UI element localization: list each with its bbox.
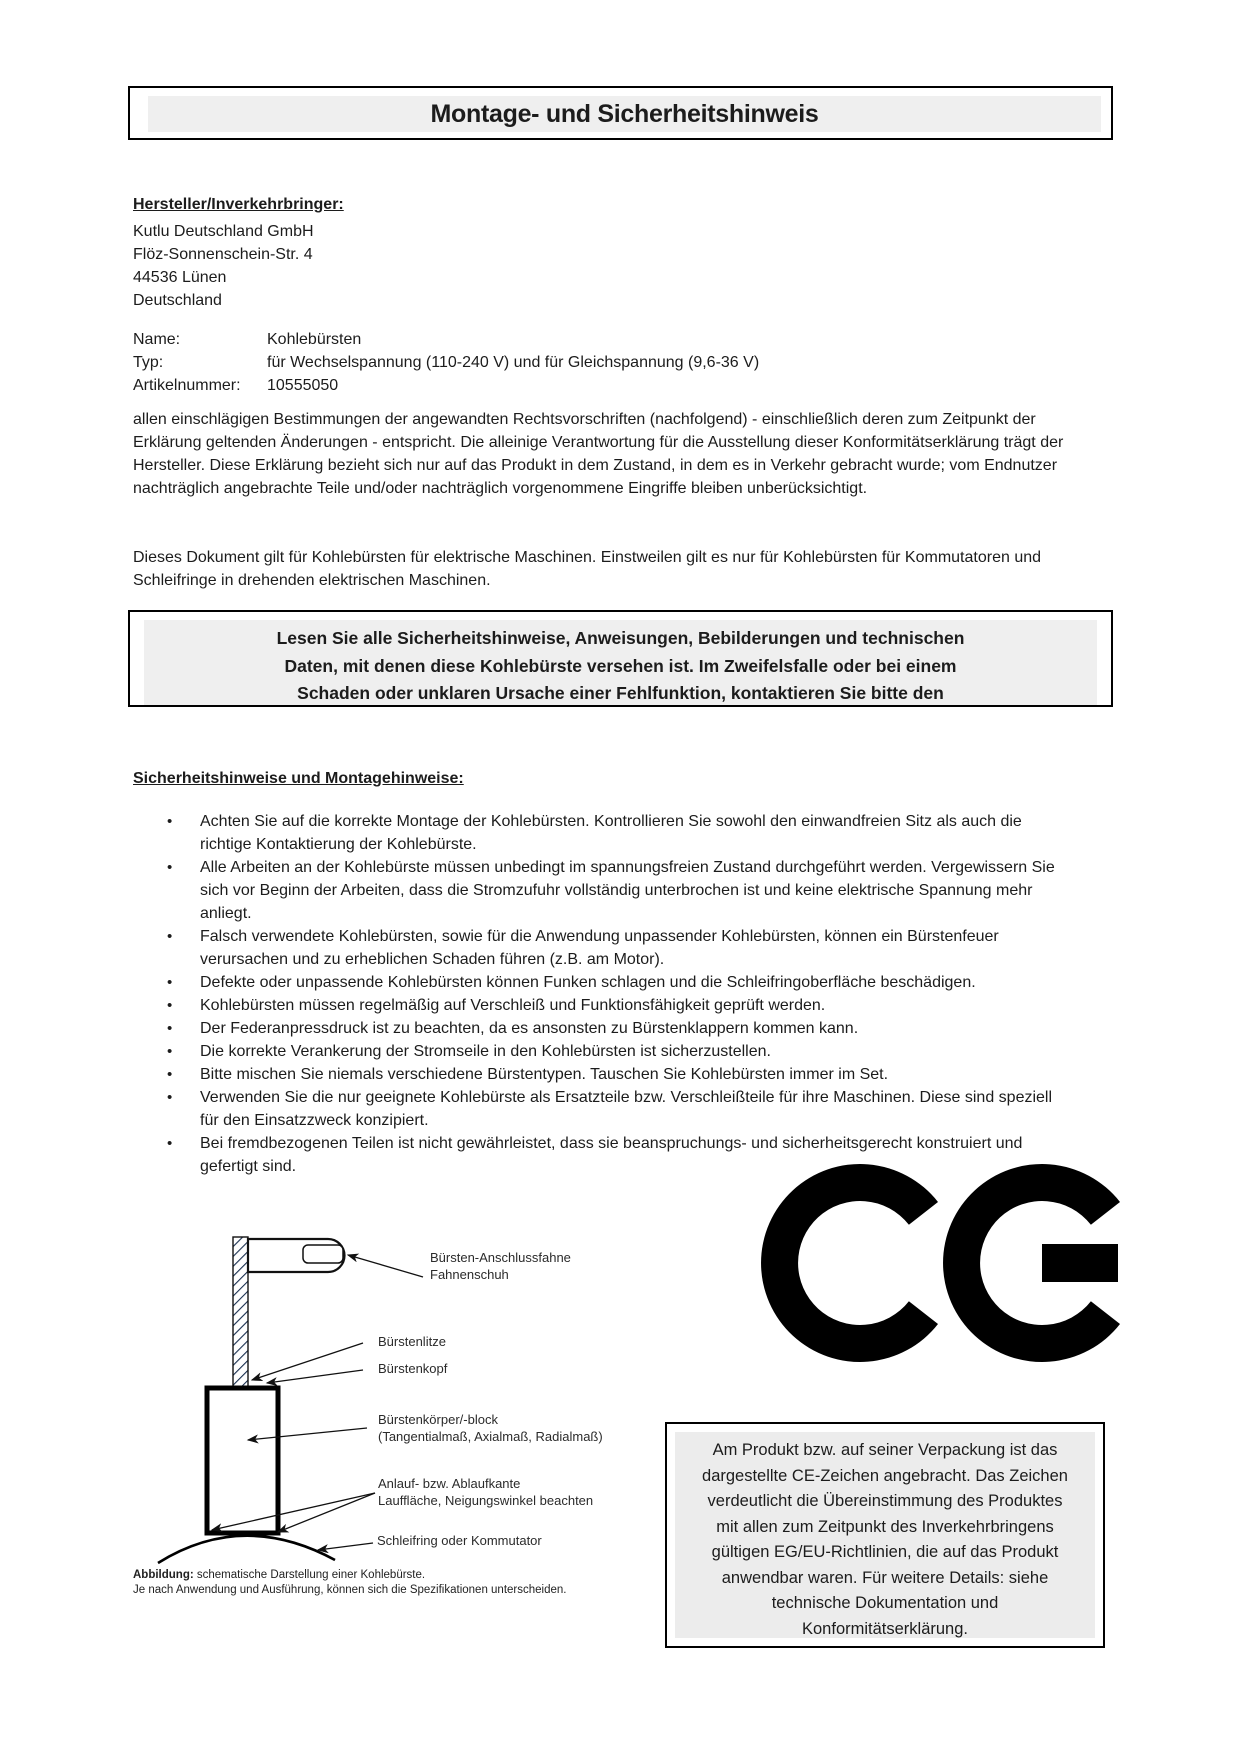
field-label: Typ: xyxy=(133,354,164,371)
warning-line: Schaden oder unklaren Ursache einer Fehlfunktion, kontaktieren Sie bitte den xyxy=(297,683,944,703)
field-row xyxy=(133,351,1108,374)
brush-body-shape xyxy=(207,1388,278,1533)
safety-heading: Sicherheitshinweise und Montagehinweise: xyxy=(133,770,464,787)
bullet-item: • Kohlebürsten müssen regelmäßig auf Verschleiß und Funktionsfähigkeit geprüft werden. xyxy=(165,994,1070,1017)
ce-info-box-inner xyxy=(675,1432,1095,1638)
intro-paragraph-2: Dieses Dokument gilt für Kohlebürsten für elektrische Maschinen. Einstweilen gilt es nur für Kohlebürsten für Kommutatoren und Schleifringe in drehenden elektrischen Maschinen. xyxy=(133,549,1042,589)
bullet-item: • Der Federanpressdruck ist zu beachten, da es ansonsten zu Bürstenklappern kommen kann. xyxy=(165,1017,1070,1040)
ce-info-line: verdeutlicht die Übereinstimmung des Produktes xyxy=(707,1492,1063,1510)
manufacturer-address xyxy=(133,220,633,312)
warning-box-inner xyxy=(144,620,1097,707)
bullet-item: • Bitte mischen Sie niemals verschiedene Bürstentypen. Tauschen Sie Kohlebürsten immer im Set. xyxy=(165,1063,1070,1086)
title-box xyxy=(128,86,1113,140)
arrow-lead xyxy=(252,1343,363,1380)
manufacturer-line: 44536 Lünen xyxy=(133,269,227,286)
page-title: Montage- und Sicherheitshinweis xyxy=(430,99,819,128)
manufacturer-line: Kutlu Deutschland GmbH xyxy=(133,223,314,240)
ce-info-line: mit allen zum Zeitpunkt des Inverkehrbringens xyxy=(716,1517,1054,1536)
bullet-item: • Die korrekte Verankerung der Stromseile in den Kohlebürsten ist sicherzustellen. xyxy=(165,1040,1070,1063)
bullet-item: • Defekte oder unpassende Kohlebürsten können Funken schlagen und die Schleifringoberfläche beschädigen. xyxy=(165,971,1070,994)
figure-caption-text: schematische Darstellung einer Kohlebürste. xyxy=(193,1569,426,1581)
figure-caption xyxy=(133,1568,566,1598)
brush-lead-shape xyxy=(233,1237,248,1388)
arrow-ring xyxy=(318,1543,373,1550)
arrow-edge-right xyxy=(278,1493,375,1532)
ce-letter-e-bar xyxy=(1042,1244,1118,1282)
diagram-label-lead: Bürstenlitze xyxy=(378,1334,446,1349)
bullet-item: • Bei fremdbezogenen Teilen ist nicht gewährleistet, dass sie beanspruchungs- und sicherheitsgerecht konstruiert und gefertigt sind. xyxy=(165,1132,1070,1178)
intro-paragraph-1: allen einschlägigen Bestimmungen der angewandten Rechtsvorschriften (nachfolgend) - einschließlich deren zum Zeitpunkt der Erklärung geltenden Änderungen - entspricht. Die alleinige Verantwortung für die Ausstellung dieser Konformitätserklärung trägt der Hersteller. Diese Erklärung bezieht sich nur auf das Produkt in dem Zustand, in dem es in Verkehr gebracht wurde; vom Endnutzer nachträglich angebrachte Teile und/oder nachträglich vorgenommene Eingriffe bleiben unberücksichtigt. xyxy=(133,411,1064,497)
warning-line: Lesen Sie alle Sicherheitshinweise, Anweisungen, Bebilderungen und technischen xyxy=(276,628,965,648)
diagram-label-body: Bürstenkörper/-block (Tangentialmaß, Axialmaß, Radialmaß) xyxy=(378,1412,603,1444)
safety-bullet-list xyxy=(165,810,1070,1178)
ce-info-line: dargestellte CE-Zeichen angebracht. Das Zeichen xyxy=(702,1466,1068,1485)
title-bar xyxy=(148,96,1101,132)
ce-info-line: Konformitätserklärung. xyxy=(802,1619,968,1638)
bullet-item: • Verwenden Sie die nur geeignete Kohlebürste als Ersatzteile bzw. Verschleißteile für ihre Maschinen. Diese sind speziell für den Einsatzzweck konzipiert. xyxy=(165,1086,1070,1132)
manufacturer-line: Flöz-Sonnenschein-Str. 4 xyxy=(133,246,313,263)
warning-box xyxy=(128,610,1113,707)
figure-caption-label: Abbildung: xyxy=(133,1569,194,1581)
ce-info-line: Am Produkt bzw. auf seiner Verpackung ist das xyxy=(712,1441,1058,1459)
ce-letter-c xyxy=(761,1164,938,1362)
figure-caption-line2: Je nach Anwendung und Ausführung, können sich die Spezifikationen unterscheiden. xyxy=(133,1584,567,1596)
field-value: 10555050 xyxy=(267,377,339,394)
terminal-eye-shape xyxy=(303,1245,343,1263)
ce-info-line: gültigen EG/EU-Richtlinien, die auf das Produkt xyxy=(711,1543,1059,1561)
field-label: Name: xyxy=(133,331,181,348)
bullet-item: • Falsch verwendete Kohlebürsten, sowie für die Anwendung unpassender Kohlebürsten, können ein Bürstenfeuer verursachen und zu erheblichen Schaden führen (z.B. am Motor). xyxy=(165,925,1070,971)
ce-info-line: technische Dokumentation und xyxy=(771,1594,999,1612)
arrow-head xyxy=(267,1370,363,1383)
diagram-label-edge: Anlauf- bzw. Ablaufkante Lauffläche, Neigungswinkel beachten xyxy=(378,1476,594,1508)
ce-mark-icon xyxy=(758,1162,1150,1364)
bullet-item: • Achten Sie auf die korrekte Montage der Kohlebürsten. Kontrollieren Sie sowohl den einwandfreien Sitz als auch die richtige Kontaktierung der Kohlebürste. xyxy=(165,810,1070,856)
ce-info-box xyxy=(665,1422,1105,1648)
field-label: Artikelnummer: xyxy=(133,377,241,394)
warning-line: Daten, mit denen diese Kohlebürste versehen ist. Im Zweifelsfalle oder bei einem xyxy=(284,655,957,676)
field-value: Kohlebürsten xyxy=(267,331,362,348)
product-fields xyxy=(133,328,1108,397)
ce-info-line: anwendbar waren. Für weitere Details: siehe xyxy=(721,1568,1049,1587)
field-row xyxy=(133,328,1108,351)
diagram-label-ring: Schleifring oder Kommutator xyxy=(377,1533,542,1548)
field-row xyxy=(133,374,1108,397)
manufacturer-heading: Hersteller/Inverkehrbringer: xyxy=(133,196,344,213)
diagram-label-terminal: Bürsten-Anschlussfahne Fahnenschuh xyxy=(430,1250,571,1282)
bullet-item: • Alle Arbeiten an der Kohlebürste müssen unbedingt im spannungsfreien Zustand durchgeführt werden. Vergewissern Sie sich vor Beginn der Arbeiten, dass die Stromzufuhr vollständig unterbrochen ist und keine elektrische Spannung mehr anliegt. xyxy=(165,856,1070,925)
slip-ring-arc xyxy=(158,1536,335,1563)
diagram-label-head: Bürstenkopf xyxy=(378,1361,448,1376)
field-value: für Wechselspannung (110-240 V) und für Gleichspannung (9,6-36 V) xyxy=(267,354,760,371)
manufacturer-line: Deutschland xyxy=(133,292,222,309)
arrow-terminal xyxy=(348,1255,423,1277)
